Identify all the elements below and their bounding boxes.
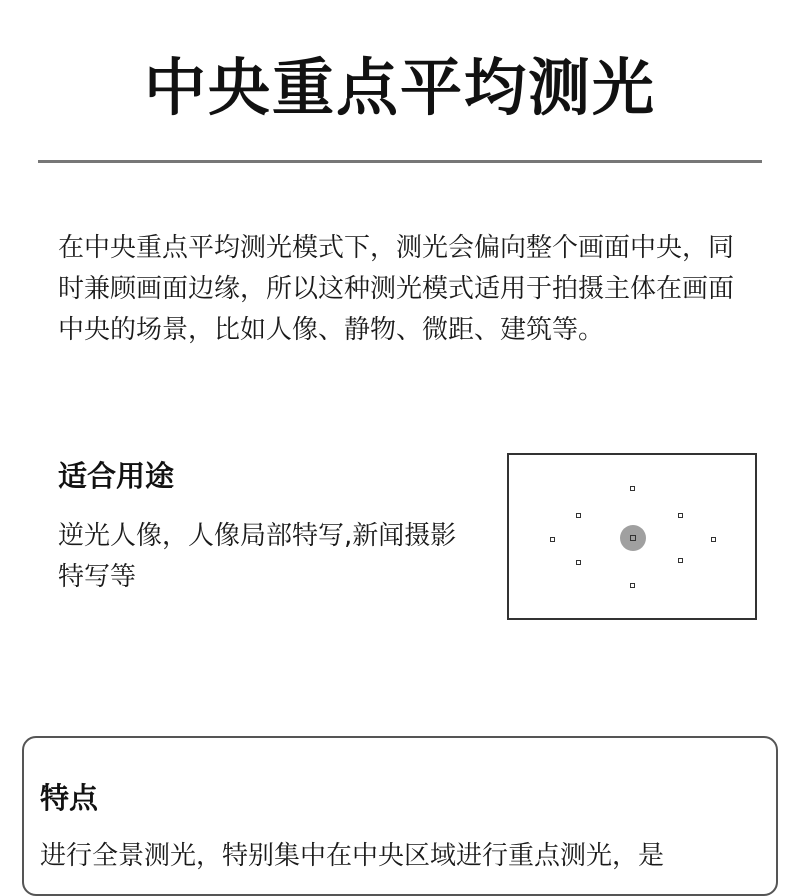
features-card: [22, 736, 778, 896]
intro-paragraph: 在中央重点平均测光模式下，测光会偏向整个画面中央，同时兼顾画面边缘，所以这种测光模式适用于拍摄主体在画面中央的场景，比如人像、静物、微距、建筑等。: [58, 233, 735, 345]
metering-diagram: [507, 453, 757, 620]
af-point-upper-right: [679, 514, 683, 518]
center-spot: [620, 525, 646, 551]
title-divider: [38, 160, 762, 163]
usage-heading: 适合用途: [58, 459, 175, 493]
page-title: 中央重点平均测光: [143, 51, 656, 124]
usage-text: 逆光人像，人像局部特写,新闻摄影特写等: [58, 521, 457, 592]
af-point-right: [712, 538, 716, 542]
af-point-lower-left: [577, 561, 581, 565]
af-point-lower-right: [679, 559, 683, 563]
features-heading: 特点: [40, 781, 99, 815]
metering-pattern-icon: [509, 455, 755, 618]
af-point-bottom: [631, 584, 635, 588]
af-point-top: [631, 487, 635, 491]
af-point-upper-left: [577, 514, 581, 518]
features-text: 进行全景测光，特别集中在中央区域进行重点测光，是: [40, 841, 665, 871]
af-point-left: [551, 538, 555, 542]
